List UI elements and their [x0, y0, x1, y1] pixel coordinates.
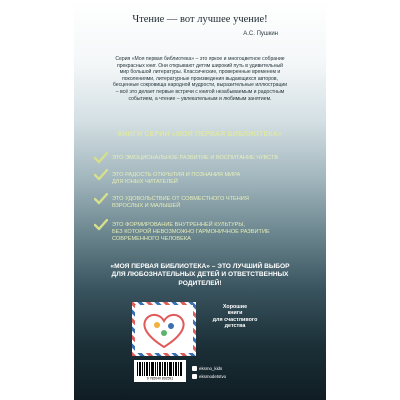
heart-icon: [135, 305, 193, 353]
benefit-text-line: ВЗРОСЛЫХ И МАЛЫШЕЙ: [112, 203, 181, 210]
check-icon: [94, 152, 108, 164]
benefit-text-line: БЕЗ КОТОРОЙ НЕВОЗМОЖНО ГАРМОНИЧНОЕ РАЗВИТИЕ: [112, 229, 270, 236]
barcode-image: [136, 362, 184, 380]
check-icon: [94, 193, 108, 205]
instagram-icon: [192, 366, 197, 371]
isbn-barcode: [134, 360, 186, 382]
epigraph-quote: Чтение — вот лучшее учение!: [132, 14, 268, 25]
check-icon: [94, 219, 108, 231]
social-link[interactable]: eksmodetstvo: [192, 373, 226, 381]
book-back-cover: [74, 0, 326, 400]
epigraph-author: А.С. Пушкин: [243, 31, 278, 37]
social-link[interactable]: eksmo_kids: [192, 365, 226, 373]
benefit-text-line: ЭТО УДОВОЛЬСТВИЕ ОТ СОВМЕСТНОГО ЧТЕНИЯ: [112, 196, 249, 202]
closing-statement: «МОЯ ПЕРВАЯ БИБЛИОТЕКА» – ЭТО ЛУЧШИЙ ВЫБОР ДЛЯ ЛЮБОЗНАТЕЛЬНЫХ ДЕТЕЙ И ОТВЕТСТВЕННЫХ РОДИТЕЛЕЙ!: [110, 263, 290, 287]
benefit-text-line: ЭТО РАДОСТЬ ОТКРЫТИЯ И ПОЗНАНИЯ МИРА: [112, 172, 241, 178]
barcode-number: 9 785040 892591: [146, 376, 174, 380]
benefit-text-line: ЭТО ФОРМИРОВАНИЕ ВНУТРЕННЕЙ КУЛЬТУРЫ,: [112, 222, 245, 228]
postal-stamp: [132, 302, 196, 356]
check-icon: [94, 169, 108, 181]
benefit-text-line: ДЛЯ ЮНЫХ ЧИТАТЕЛЕЙ: [112, 179, 178, 186]
vk-icon: [192, 374, 197, 379]
benefit-text-line: СОВРЕМЕННОГО ЧЕЛОВЕКА: [112, 236, 191, 243]
section-title: КНИГИ СЕРИИ «МОЯ ПЕРВАЯ БИБЛИОТЕКА»: [117, 131, 283, 138]
series-description: Серия «Моя первая библиотека» – это яркое и многоцветное собрание прекрасных книг. Они открывают детям широкий путь в удивительный мир большой литературы. Классические, проверенные временем и поколениями, литературные произведения выдающихся авторов, бесценные сокровища народной мудрости, выразительные иллюстрации – всё это делает первые встречи с книгой незабываемым и радостным событием, а чтение – увлекательным и любимым занятием.: [112, 56, 288, 102]
slogan: Хорошие книги для счастливого детства: [212, 304, 258, 330]
social-links: [192, 365, 226, 381]
benefit-text-line: ЭТО ЭМОЦИОНАЛЬНОЕ РАЗВИТИЕ И ВОСПИТАНИЕ ЧУВСТВ: [112, 155, 279, 161]
